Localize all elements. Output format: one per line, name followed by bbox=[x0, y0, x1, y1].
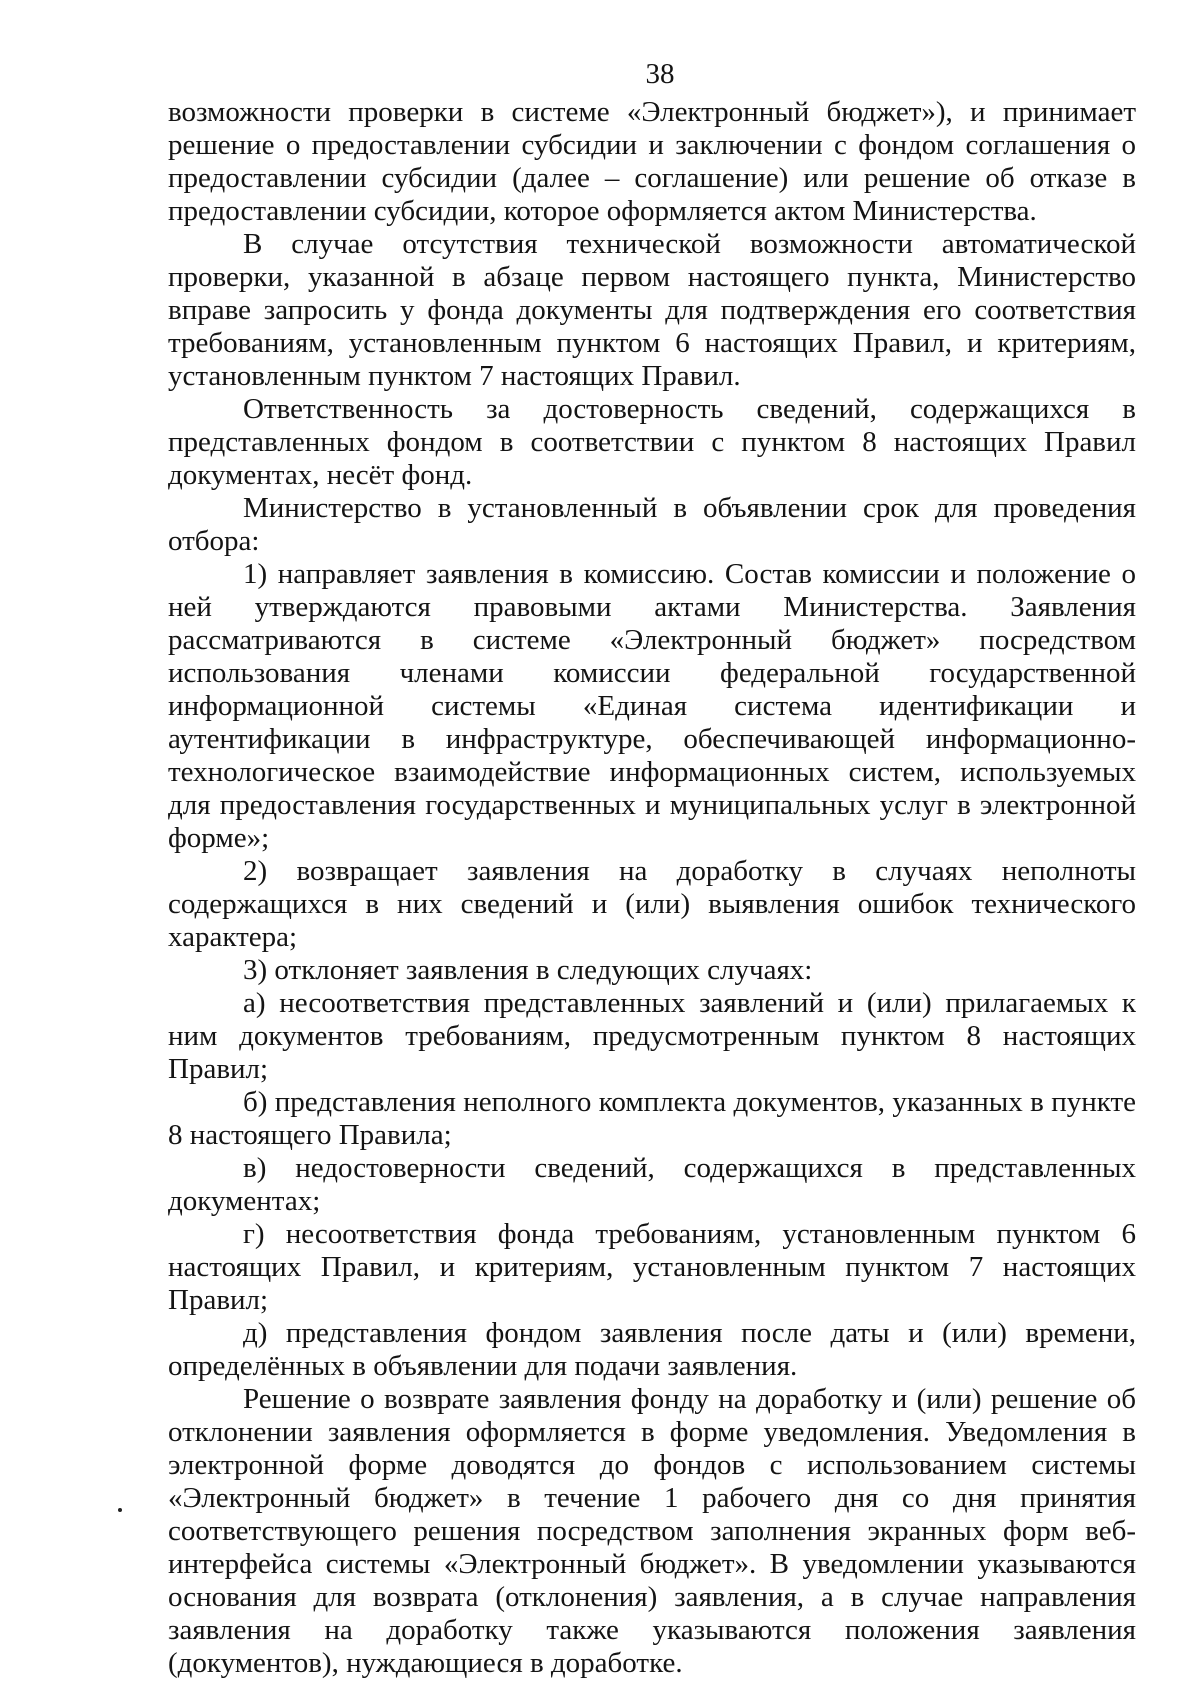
sub-item-g: г) несоответствия фонда требованиям, установленным пунктом 6 настоящих Правил, и критериям, установленным пунктом 7 настоящих Правил; bbox=[168, 1218, 1136, 1316]
paragraph-responsibility: Ответственность за достоверность сведений, содержащихся в представленных фондом в соответствии с пунктом 8 настоящих Правил документах, несёт фонд. bbox=[168, 393, 1136, 491]
sub-item-a: а) несоответствия представленных заявлений и (или) прилагаемых к ним документов требованиям, предусмотренным пунктом 8 настоящих Правил; bbox=[168, 987, 1136, 1085]
sub-item-v: в) недостоверности сведений, содержащихся в представленных документах; bbox=[168, 1152, 1136, 1217]
paragraph-continuation: возможности проверки в системе «Электронный бюджет»), и принимает решение о предоставлении субсидии и заключении с фондом соглашения о предоставлении субсидии (далее – соглашение) или решение об отказе в предоставлении субсидии, которое оформляется актом Министерства. bbox=[168, 96, 1136, 227]
paragraph-notification: Решение о возврате заявления фонду на доработку и (или) решение об отклонении заявления оформляется в форме уведомления. Уведомления в электронной форме доводятся до фондов с использованием системы «Электронный бюджет» в течение 1 рабочего дня со дня принятия соответствующего решения посредством заполнения экранных форм веб-интерфейса системы «Электронный бюджет». В уведомлении указываются основания для возврата (отклонения) заявления, а в случае направления заявления на доработку также указываются положения заявления (документов), нуждающиеся в доработке. bbox=[168, 1383, 1136, 1679]
list-item-3: 3) отклоняет заявления в следующих случаях: bbox=[243, 954, 813, 986]
list-item-2: 2) возвращает заявления на доработку в случаях неполноты содержащихся в них сведений и (или) выявления ошибок технического характера; bbox=[168, 855, 1136, 953]
document-body bbox=[168, 96, 1136, 1680]
paragraph-technical-check: В случае отсутствия технической возможности автоматической проверки, указанной в абзаце первом настоящего пункта, Министерство вправе запросить у фонда документы для подтверждения его соответствия требованиям, установленным пунктом 6 настоящих Правил, и критериям, установленным пунктом 7 настоящих Правил. bbox=[168, 228, 1136, 392]
sub-item-d: д) представления фондом заявления после даты и (или) времени, определённых в объявлении для подачи заявления. bbox=[168, 1317, 1136, 1382]
paragraph-ministry-actions: Министерство в установленный в объявлении срок для проведения отбора: bbox=[168, 492, 1136, 557]
scan-speck bbox=[118, 1508, 122, 1512]
list-item-1: 1) направляет заявления в комиссию. Состав комиссии и положение о ней утверждаются правовыми актами Министерства. Заявления рассматриваются в системе «Электронный бюджет» посредством использования членами комиссии федеральной государственной информационной системы «Единая система идентификации и аутентификации в инфраструктуре, обеспечивающей информационно-технологическое взаимодействие информационных систем, используемых для предоставления государственных и муниципальных услуг в электронной форме»; bbox=[168, 558, 1136, 854]
sub-item-b: б) представления неполного комплекта документов, указанных в пункте 8 настоящего Правила; bbox=[168, 1086, 1136, 1151]
page-number: 38 bbox=[645, 58, 675, 90]
